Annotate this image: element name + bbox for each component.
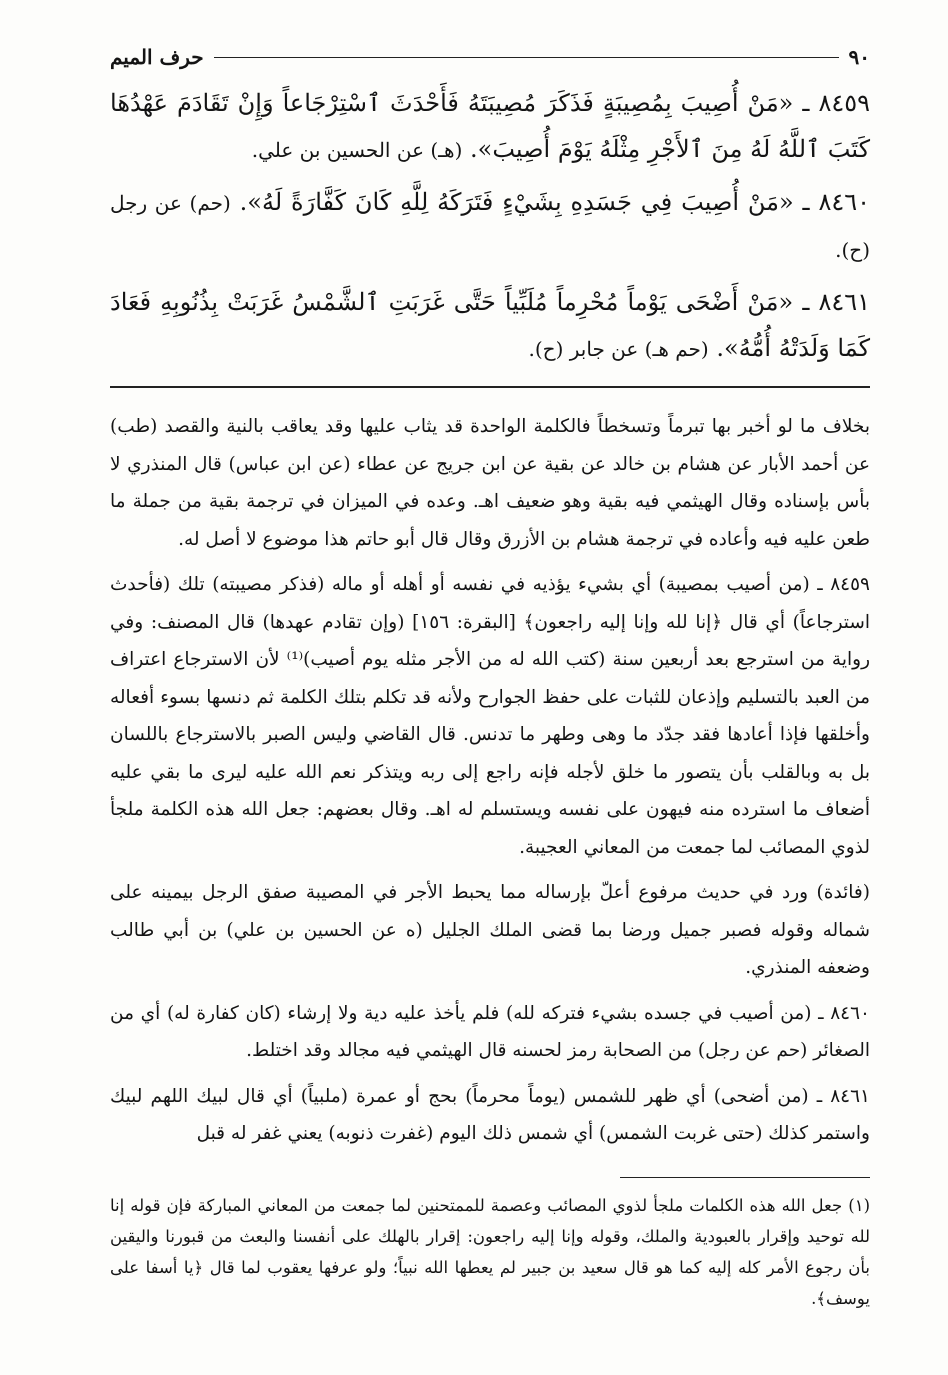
hadith-source: (هـ) عن الحسين بن علي.: [251, 138, 463, 162]
footnote: (١) جعل الله هذه الكلمات ملجأ لذوي المصائب وعصمة للممتحنين لما جمعت من المعاني المباركة فإن قوله إنا لله توحيد وإقرار بالعبودية والملك، وقوله وإنا إليه راجعون: إقرار بالهلك على أنفسنا والبعث من قبورنا واليقين بأن رجوع الأمر كله إليه كما هو قال سعيد بن جبير لم يعطها الله نبياً؛ ولو عرفها يعقوب لما قال ﴿يا أسفا على يوسف﴾.: [110, 1195, 870, 1308]
page-header: [110, 40, 870, 74]
commentary-paragraph: (فائدة) ورد في حديث مرفوع أعلّ بإرساله مما يحبط الأجر في المصيبة صفق الرجل بيمينه على شماله وقوله فصبر جميل ورضا بما قضى الملك الجليل (ه عن الحسين بن علي) بن أبي طالب وضعفه المنذري.: [110, 882, 870, 978]
hadith-text: ٨٤٥٩ ـ «مَنْ أُصِيبَ بِمُصِيبَةٍ فَذَكَرَ مُصِيبَتَهُ فَأَحْدَثَ ٱسْتِرْجَاعاً وَإِنْ تَقَادَمَ عَهْدُهَا كَتَبَ ٱللَّهُ لَهُ مِنَ ٱلأَجْرِ مِثْلَهُ يَوْمَ أُصِيبَ».: [110, 89, 871, 163]
book-page: [110, 40, 870, 1314]
commentary-paragraph: بخلاف ما لو أخبر بها تبرماً وتسخطاً فالكلمة الواحدة قد يثاب عليها وقد يعاقب بالنية والقصد (طب) عن أحمد الأبار عن هشام بن خالد عن بقية عن ابن جريج عن عطاء (عن ابن عباس) قال المنذري لا بأس بإسناده وقال الهيثمي فيه بقية وهو ضعيف اهـ. وعده في الميزان في ترجمة بقية من جملة ما طعن عليه فيه وأعاده في ترجمة هشام بن الأزرق وقال قال أبو حاتم هذا موضوع لا أصل له.: [110, 416, 870, 550]
hadith-8460: [110, 179, 870, 273]
text-commentary-separator: [110, 386, 870, 388]
hadith-text: ٨٤٦١ ـ «مَنْ أَضْحَى يَوْماً مُحْرِماً مُلَبِّياً حَتَّى غَرَبَتِ ٱلشَّمْسُ غَرَبَتْ بِذُنُوبِهِ فَعَادَ كَمَا وَلَدَتْهُ أُمُّهُ».: [110, 288, 870, 362]
hadith-source: (حم هـ) عن جابر (ح).: [528, 337, 709, 361]
hadith-source: (حم) عن رجل (ح).: [110, 191, 870, 262]
hadith-8461: [110, 279, 870, 372]
footnote-separator: [620, 1177, 870, 1178]
commentary-paragraph: ٨٤٦١ ـ (من أضحى) أي ظهر للشمس (يوماً محرماً) بحج أو عمرة (ملبياً) أي قال لبيك اللهم لبيك واستمر كذلك (حتى غربت الشمس) أي شمس ذلك اليوم (غفرت ذنوبه) يعني غفر له قبل: [110, 1085, 870, 1144]
chapter-title: حرف الميم: [110, 45, 204, 69]
page-number: ٩٠: [848, 45, 870, 69]
hadith-8459: [110, 80, 870, 173]
header-rule: [214, 57, 839, 58]
commentary-paragraph: ٨٤٦٠ ـ (من أصيب في جسده بشيء فتركه لله) فلم يأخذ عليه دية ولا إرشاء (كان كفارة له) أي من الصغائر (حم عن رجل) من الصحابة رمز لحسنه قال الهيثمي فيه مجالد وقد اختلط.: [110, 1002, 870, 1061]
commentary-paragraph: ٨٤٥٩ ـ (من أصيب بمصيبة) أي بشيء يؤذيه في نفسه أو أهله أو ماله (فذكر مصيبته) تلك (فأحدث استرجاعاً) أي قال ﴿إنا لله وإنا إليه راجعون﴾ [البقرة: ١٥٦] (وإن تقادم عهدها) قال المصنف: وفي رواية من استرجع بعد أربعين سنة (كتب الله له من الأجر مثله يوم أصيب)⁽¹⁾ لأن الاسترجاع اعتراف من العبد بالتسليم وإذعان للثبات على حفظ الجوارح ولأنه قد تكلم بتلك الكلمة ثم دنسها بسوء أفعاله وأخلقها فإذا أعادها فقد جدّد ما وهى وطهر ما تدنس. قال القاضي وليس الصبر بالاسترجاع باللسان بل به وبالقلب بأن يتصور ما خلق لأجله فإنه راجع إلى ربه ويتذكر نعم الله عليه ليرى ما بقي عليه أضعاف ما استرده منه فيهون على نفسه ويستسلم له اهـ. وقال بعضهم: جعل الله هذه الكلمة ملجأ لذوي المصائب لما جمعت من المعاني العجيبة.: [110, 574, 871, 858]
hadith-text: ٨٤٦٠ ـ «مَنْ أُصِيبَ فِي جَسَدِهِ بِشَيْءٍ فَتَرَكَهُ لِلَّهِ كَانَ كَفَّارَةً لَهُ».: [239, 188, 870, 216]
